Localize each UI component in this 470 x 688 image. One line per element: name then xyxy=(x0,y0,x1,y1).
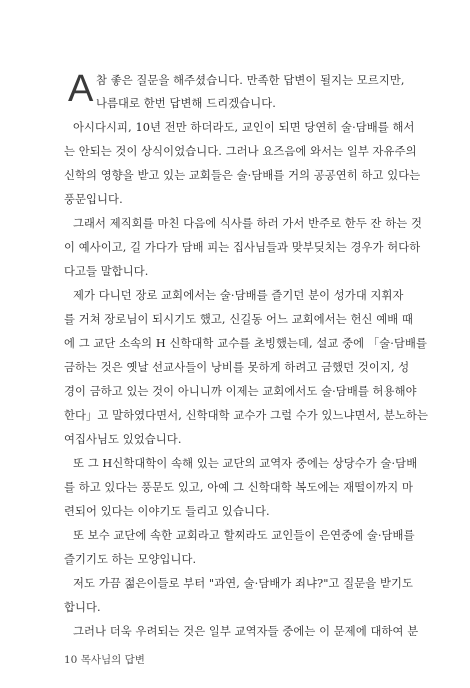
text-line: 한다」고 말하였다면서, 신학대학 교수가 그럴 수가 있느냐면서, 분노하는 xyxy=(64,409,428,422)
text-line: 련되어 있다는 이야기도 들리고 있습니다. xyxy=(64,505,270,518)
text-line: 또 그 H신학대학이 속해 있는 교단의 교역자 중에는 상당수가 술·담배 xyxy=(73,457,418,470)
text-line: 를 거쳐 장로님이 되시기도 했고, 신길동 어느 교회에서는 헌신 예배 때 xyxy=(64,313,413,326)
text-line: 아시다시피, 10년 전만 하더라도, 교인이 되면 당연히 술·담배를 해서 xyxy=(73,121,415,134)
text-line: 참 좋은 질문을 해주셨습니다. 만족한 답변이 될지는 모르지만, xyxy=(96,74,405,87)
page-folio: 10 목사님의 답변 xyxy=(64,654,145,666)
drop-cap: A xyxy=(68,68,94,110)
text-line: 그래서 제직회를 마친 다음에 식사를 하러 가서 반주로 한두 잔 하는 것 xyxy=(73,217,422,230)
text-line: 에 그 교단 소속의 H 신학대학 교수를 초빙했는데, 설교 중에 「술·담배를 xyxy=(64,337,427,350)
text-line: 금하는 것은 옛날 선교사들이 낭비를 못하게 하려고 금했던 것이지, 성 xyxy=(64,361,410,374)
text-line: 신학의 영향을 받고 있는 교회들은 술·담배를 거의 공공연히 하고 있다는 xyxy=(64,169,421,182)
text-line: 는 안되는 것이 상식이었습니다. 그러나 요즈음에 와서는 일부 자유주의 xyxy=(64,145,417,158)
text-line: 즐기기도 하는 모양입니다. xyxy=(64,553,197,566)
text-line: 이 예사이고, 길 가다가 담배 피는 집사님들과 맞부딪치는 경우가 허다하 xyxy=(64,241,421,254)
text-line: 제가 다니던 장로 교회에서는 술·담배를 즐기던 분이 성가대 지휘자 xyxy=(73,289,404,302)
text-line: 또 보수 교단에 속한 교회라고 할찌라도 교인들이 은연중에 술·담배를 xyxy=(73,529,415,542)
text-line: 다고들 말합니다. xyxy=(64,265,149,278)
text-line: 그러나 더욱 우려되는 것은 일부 교역자들 중에는 이 문제에 대하여 분 xyxy=(73,625,419,638)
text-line: 경이 금하고 있는 것이 아니니까 이제는 교회에서도 술·담배를 허용해야 xyxy=(64,385,417,398)
text-line: 나름대로 한번 답변해 드리겠습니다. xyxy=(96,97,276,110)
text-line: 합니다. xyxy=(64,601,101,614)
text-line: 저도 가끔 젊은이들로 부터 "과연, 술·담배가 죄냐?"고 질문을 받기도 xyxy=(73,577,413,590)
text-line: 를 하고 있다는 풍문도 있고, 아예 그 신학대학 복도에는 재떨이까지 마 xyxy=(64,481,413,494)
text-line: 풍문입니다. xyxy=(64,193,123,206)
text-line: 여집사님도 있었습니다. xyxy=(64,433,182,446)
